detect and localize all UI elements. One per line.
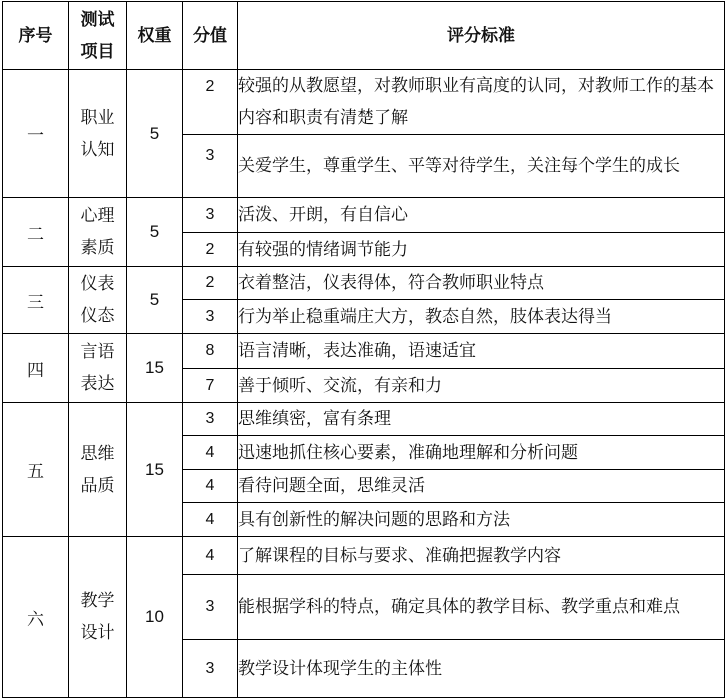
test-item-line1: 言语 bbox=[80, 342, 115, 362]
test-item-line2: 仪态 bbox=[80, 306, 115, 326]
section-number: 五 bbox=[3, 403, 69, 537]
test-item-line1: 思维 bbox=[80, 443, 115, 464]
weight-value: 15 bbox=[127, 403, 183, 537]
header-no: 序号 bbox=[3, 2, 69, 70]
test-item bbox=[69, 334, 127, 403]
weight-value: 5 bbox=[127, 267, 183, 334]
criteria-text: 活泼、开朗，有自信心 bbox=[238, 198, 725, 233]
weight-value: 5 bbox=[127, 198, 183, 267]
test-item bbox=[69, 70, 127, 198]
criteria-text: 语言清晰，表达准确，语速适宜 bbox=[238, 334, 725, 369]
table-row bbox=[3, 267, 725, 300]
score-value: 4 bbox=[183, 503, 238, 537]
criteria-text: 衣着整洁，仪表得体，符合教师职业特点 bbox=[238, 267, 725, 300]
test-item-line2: 素质 bbox=[80, 238, 115, 258]
criteria-text: 教学设计体现学生的主体性 bbox=[238, 640, 725, 698]
test-item-line1: 教学 bbox=[80, 591, 115, 611]
criteria-text: 具有创新性的解决问题的思路和方法 bbox=[238, 503, 725, 537]
weight-value: 15 bbox=[127, 334, 183, 403]
header-weight: 权重 bbox=[127, 2, 183, 70]
score-value: 2 bbox=[183, 70, 238, 135]
score-value: 4 bbox=[183, 470, 238, 503]
test-item-line1: 职业 bbox=[80, 107, 115, 128]
score-value: 3 bbox=[183, 135, 238, 198]
test-item bbox=[69, 537, 127, 698]
score-value: 4 bbox=[183, 537, 238, 575]
criteria-text: 思维缜密，富有条理 bbox=[238, 403, 725, 436]
header-item-line2: 项目 bbox=[80, 41, 115, 62]
score-value: 2 bbox=[183, 267, 238, 300]
score-value: 3 bbox=[183, 300, 238, 334]
weight-value: 10 bbox=[127, 537, 183, 698]
header-criteria: 评分标准 bbox=[238, 2, 725, 70]
section-number: 三 bbox=[3, 267, 69, 334]
section-number: 四 bbox=[3, 334, 69, 403]
test-item-line1: 心理 bbox=[80, 206, 115, 226]
table-row bbox=[3, 403, 725, 436]
table-row bbox=[3, 70, 725, 135]
score-value: 3 bbox=[183, 640, 238, 698]
test-item-line1: 仪表 bbox=[80, 274, 115, 294]
score-value: 7 bbox=[183, 369, 238, 403]
criteria-text: 关爱学生，尊重学生、平等对待学生，关注每个学生的成长 bbox=[238, 135, 725, 198]
weight-value: 5 bbox=[127, 70, 183, 198]
header-item-line1: 测试 bbox=[80, 9, 115, 30]
section-number: 一 bbox=[3, 70, 69, 198]
test-item-line2: 设计 bbox=[80, 623, 115, 643]
score-value: 3 bbox=[183, 198, 238, 233]
criteria-text: 有较强的情绪调节能力 bbox=[238, 233, 725, 267]
test-item bbox=[69, 198, 127, 267]
criteria-text: 了解课程的目标与要求、准确把握教学内容 bbox=[238, 537, 725, 575]
score-value: 3 bbox=[183, 403, 238, 436]
criteria-text: 迅速地抓住核心要素，准确地理解和分析问题 bbox=[238, 436, 725, 470]
test-item-line2: 品质 bbox=[80, 475, 115, 496]
test-item bbox=[69, 267, 127, 334]
section-number: 二 bbox=[3, 198, 69, 267]
score-value: 8 bbox=[183, 334, 238, 369]
scoring-rubric-table bbox=[2, 1, 725, 698]
test-item-line2: 表达 bbox=[80, 374, 115, 394]
section-number: 六 bbox=[3, 537, 69, 698]
score-value: 4 bbox=[183, 436, 238, 470]
test-item-line2: 认知 bbox=[80, 139, 115, 160]
score-value: 2 bbox=[183, 233, 238, 267]
header-item bbox=[69, 2, 127, 70]
criteria-text: 善于倾听、交流，有亲和力 bbox=[238, 369, 725, 403]
test-item bbox=[69, 403, 127, 537]
score-value: 3 bbox=[183, 575, 238, 640]
table-row bbox=[3, 198, 725, 233]
table-row bbox=[3, 334, 725, 369]
header-score: 分值 bbox=[183, 2, 238, 70]
header-row bbox=[3, 2, 725, 70]
criteria-text: 较强的从教愿望，对教师职业有高度的认同，对教师工作的基本内容和职责有清楚了解 bbox=[238, 70, 725, 135]
criteria-text: 能根据学科的特点，确定具体的教学目标、教学重点和难点 bbox=[238, 575, 725, 640]
criteria-text: 看待问题全面，思维灵活 bbox=[238, 470, 725, 503]
table-row bbox=[3, 537, 725, 575]
criteria-text: 行为举止稳重端庄大方，教态自然，肢体表达得当 bbox=[238, 300, 725, 334]
